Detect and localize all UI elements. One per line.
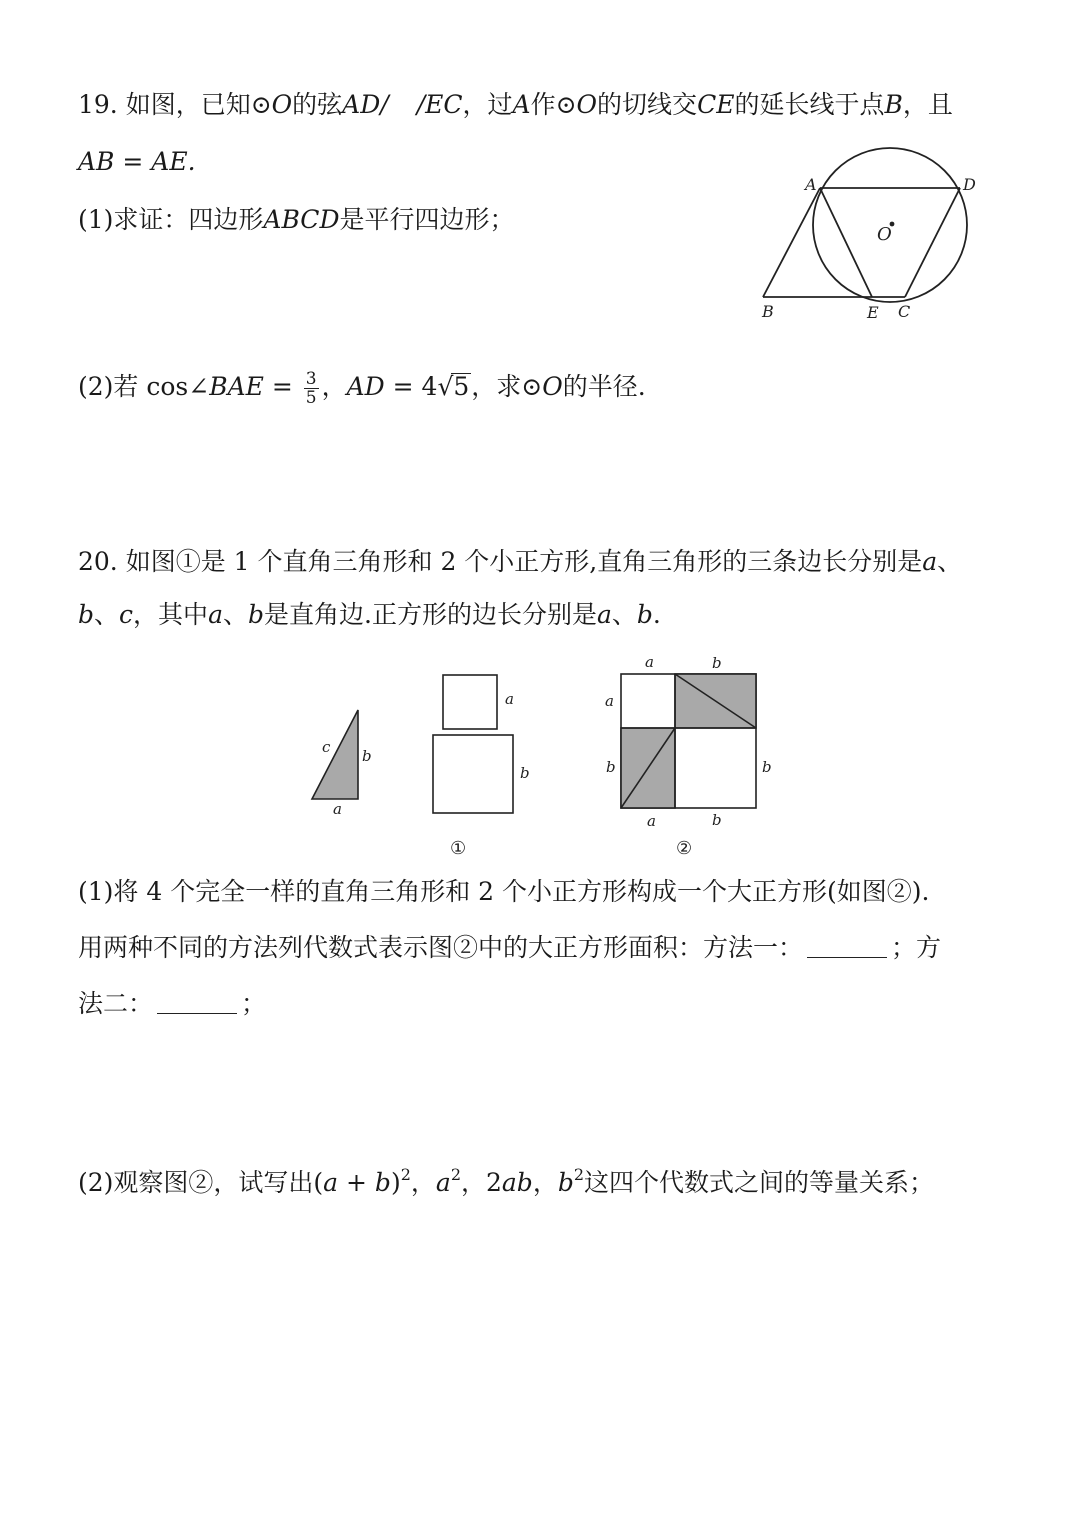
q19-text: 是平行四边形； [339, 205, 515, 234]
q19-math: A [512, 90, 531, 119]
q19-text: 的弦 [292, 90, 343, 119]
q19-text: (2)若 cos∠ [78, 372, 210, 401]
q20-text: ，2 [461, 1168, 502, 1197]
q20-text: 20. 如图①是 1 个直角三角形和 2 个小正方形,直角三角形的三条边长分别是 [78, 547, 923, 576]
fraction-numerator: 3 [305, 369, 317, 389]
label-o: O [877, 224, 892, 245]
sqrt-radicand: 5 [453, 372, 470, 401]
sqrt-sign: √ [437, 372, 454, 401]
q19-line1 [78, 88, 953, 122]
segment-ab [763, 188, 820, 297]
q20-text: . [652, 600, 661, 629]
big-label-left-a: a [605, 692, 614, 710]
big-square-b [433, 735, 513, 813]
q19-math: O [271, 90, 293, 119]
label-b: B [762, 302, 774, 321]
q19-text: ，且 [902, 90, 953, 119]
q20-math: a [596, 600, 612, 629]
label-d: D [963, 175, 976, 194]
q20-text: 、 [611, 600, 637, 629]
right-triangle [312, 710, 358, 799]
q19-text: ，过 [462, 90, 513, 119]
q19-math: CE [697, 90, 735, 119]
q20-text: 用两种不同的方法列代数式表示图②中的大正方形面积：方法一： [78, 933, 804, 962]
q20-math: b [636, 600, 653, 629]
superscript: 2 [400, 1165, 411, 1184]
q20-line1 [78, 545, 962, 579]
q20-text: 、 [94, 600, 120, 629]
q19-line2: AB = AE. [78, 147, 196, 176]
q19-math: AD [346, 372, 385, 401]
q20-math: c [119, 600, 134, 629]
q19-text: ，求⊙ [471, 372, 543, 401]
sq-label-a: a [505, 690, 514, 708]
q19-math: AD/ [342, 90, 389, 119]
q20-text: ， [410, 1168, 436, 1197]
q20-part1-line1: (1)将 4 个完全一样的直角三角形和 2 个小正方形构成一个大正方形(如图②). [78, 877, 930, 906]
superscript: 2 [450, 1165, 461, 1184]
sq-label-b: b [520, 764, 530, 782]
q19-text: 的半径. [562, 372, 646, 401]
q20-text: 是直角边.正方形的边长分别是 [264, 600, 597, 629]
q20-text: ， [532, 1168, 558, 1197]
tri-label-c: c [322, 738, 331, 756]
fraction-denominator: 5 [305, 388, 317, 408]
q19-text: 的延长线于点 [734, 90, 885, 119]
q19-part1 [78, 203, 515, 237]
fig19-circle-diagram [755, 140, 985, 330]
q20-math: b [557, 1168, 574, 1197]
answer-blank-2[interactable] [157, 991, 237, 1014]
q20-text: (2)观察图②，试写出( [78, 1168, 324, 1197]
q19-math: B [884, 90, 903, 119]
tri-label-a: a [333, 800, 342, 818]
q20-math: a [922, 547, 938, 576]
segment-dc [905, 188, 960, 297]
label-c: C [898, 302, 911, 321]
segment-ae [820, 188, 872, 297]
figure-label-1: ① [450, 838, 467, 859]
superscript: 2 [573, 1165, 585, 1184]
q20-text: 、 [937, 547, 963, 576]
big-label-top-b: b [712, 654, 722, 672]
q20-math: ab [501, 1168, 533, 1197]
q19-text: (1)求证：四边形 [78, 205, 264, 234]
q20-text: 、 [222, 600, 248, 629]
q20-part2 [78, 1158, 934, 1200]
q19-text: 的切线交 [597, 90, 698, 119]
q19-text: 19. 如图，已知⊙ [78, 90, 272, 119]
q19-math: ABCD [263, 205, 340, 234]
q20-text: 这四个代数式之间的等量关系； [584, 1168, 935, 1197]
big-label-top-a: a [645, 653, 654, 671]
label-e: E [867, 303, 879, 322]
q20-part1-line2 [78, 931, 941, 965]
big-label-bot-a: a [647, 812, 656, 830]
label-a: A [805, 175, 817, 194]
q20-math: b [247, 600, 264, 629]
q20-text: ) [390, 1168, 401, 1197]
q20-math: a [435, 1168, 451, 1197]
big-label-bot-b: b [712, 811, 722, 829]
fraction [304, 370, 319, 407]
q19-math: O [542, 372, 563, 401]
answer-blank-1[interactable] [807, 935, 887, 958]
q20-math: a [323, 1168, 339, 1197]
q20-text: + [338, 1168, 375, 1197]
q20-line2 [78, 598, 661, 632]
q19-math: BAE [209, 372, 264, 401]
q20-text: ，其中 [133, 600, 209, 629]
tri-label-b: b [362, 747, 372, 765]
q20-math: b [78, 600, 95, 629]
q20-part1-line3 [78, 987, 266, 1021]
q20-text: ； [241, 989, 267, 1018]
q19-text: ， [321, 372, 347, 401]
q19-text: 作⊙ [530, 90, 577, 119]
q19-text: = 4 [384, 372, 438, 401]
figure-label-2: ② [676, 838, 693, 859]
q19-math: /EC [416, 90, 463, 119]
q20-math: b [374, 1168, 391, 1197]
q19-text: = [263, 372, 293, 401]
q20-math: a [208, 600, 223, 629]
big-label-right-b: b [762, 758, 772, 776]
big-label-left-b: b [606, 758, 616, 776]
q19-math: O [576, 90, 598, 119]
q19-part2 [78, 370, 646, 407]
fig20-squares-diagram [300, 648, 800, 863]
q20-text: 法二： [78, 989, 154, 1018]
small-square-a [443, 675, 497, 729]
q20-text: ；方 [891, 933, 942, 962]
